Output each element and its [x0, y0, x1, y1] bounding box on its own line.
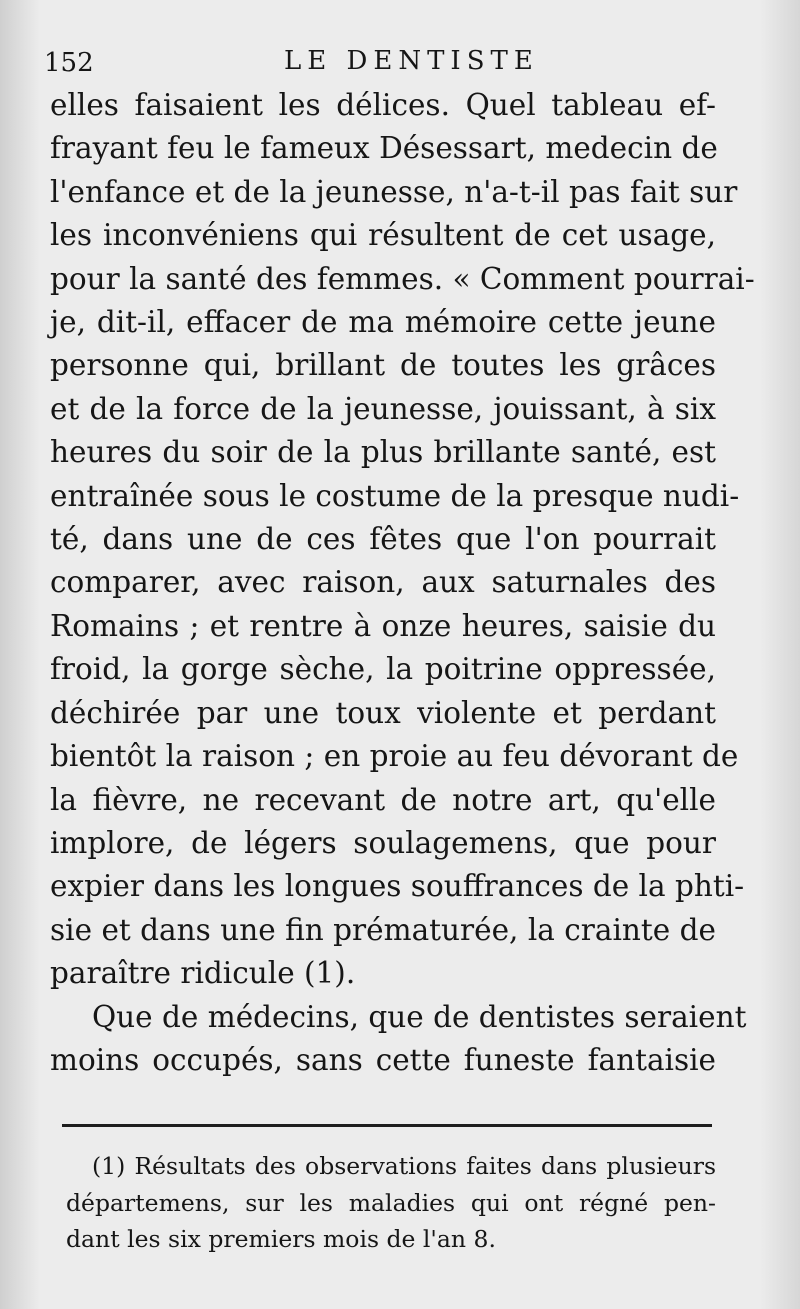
- text-line: Que de médecins, que de dentistes seraient: [92, 999, 747, 1034]
- scan-shadow-left: [0, 0, 40, 1309]
- text-line: personne qui, brillant de toutes les grâces: [50, 348, 716, 383]
- text-line: paraître ridicule (1).: [50, 956, 356, 991]
- text-line: implore, de légers soulagemens, que pour: [50, 825, 716, 860]
- text-line: je, dit-il, effacer de ma mémoire cette jeune: [50, 305, 716, 340]
- text-line: moins occupés, sans cette funeste fantaisie: [50, 1042, 716, 1077]
- page-header: [44, 42, 756, 82]
- text-line: bientôt la raison ; en proie au feu dévorant de: [50, 739, 739, 774]
- running-head: LE DENTISTE: [284, 46, 539, 76]
- text-line: elles faisaient les délices. Quel tableau ef-: [50, 88, 716, 122]
- scan-shadow-right: [760, 0, 800, 1309]
- text-line: entraînée sous le costume de la presque nudi-: [50, 478, 740, 513]
- text-line: pour la santé des femmes. « Comment pourrai-: [50, 261, 755, 296]
- footnote-divider: [62, 1124, 712, 1127]
- text-line: l'enfance et de la jeunesse, n'a-t-il pas fait sur: [50, 174, 738, 209]
- text-line: sie et dans une fin prématurée, la crainte de: [50, 912, 716, 947]
- text-line: froid, la gorge sèche, la poitrine oppressée,: [50, 652, 716, 687]
- footnote: [66, 1148, 716, 1258]
- text-line: et de la force de la jeunesse, jouissant, à six: [50, 391, 716, 426]
- text-line: frayant feu le fameux Désessart, medecin de: [50, 131, 718, 166]
- text-line: expier dans les longues souffrances de la phti-: [50, 869, 745, 904]
- text-line: té, dans une de ces fêtes que l'on pourrait: [50, 522, 716, 557]
- text-line: heures du soir de la plus brillante santé, est: [50, 435, 716, 470]
- text-line: les inconvéniens qui résultent de cet usage,: [50, 218, 716, 253]
- footnote-line: dant les six premiers mois de l'an 8.: [66, 1225, 496, 1253]
- text-line: Romains ; et rentre à onze heures, saisie du: [50, 608, 716, 643]
- footnote-line: départemens, sur les maladies qui ont régné pen-: [66, 1188, 716, 1217]
- text-line: la fièvre, ne recevant de notre art, qu'elle: [50, 782, 716, 817]
- page-number: 152: [44, 48, 94, 78]
- text-line: comparer, avec raison, aux saturnales des: [50, 565, 716, 600]
- footnote-line: (1) Résultats des observations faites dans plusieurs: [92, 1152, 716, 1180]
- text-line: déchirée par une toux violente et perdant: [50, 695, 716, 730]
- body-text: [50, 84, 755, 1082]
